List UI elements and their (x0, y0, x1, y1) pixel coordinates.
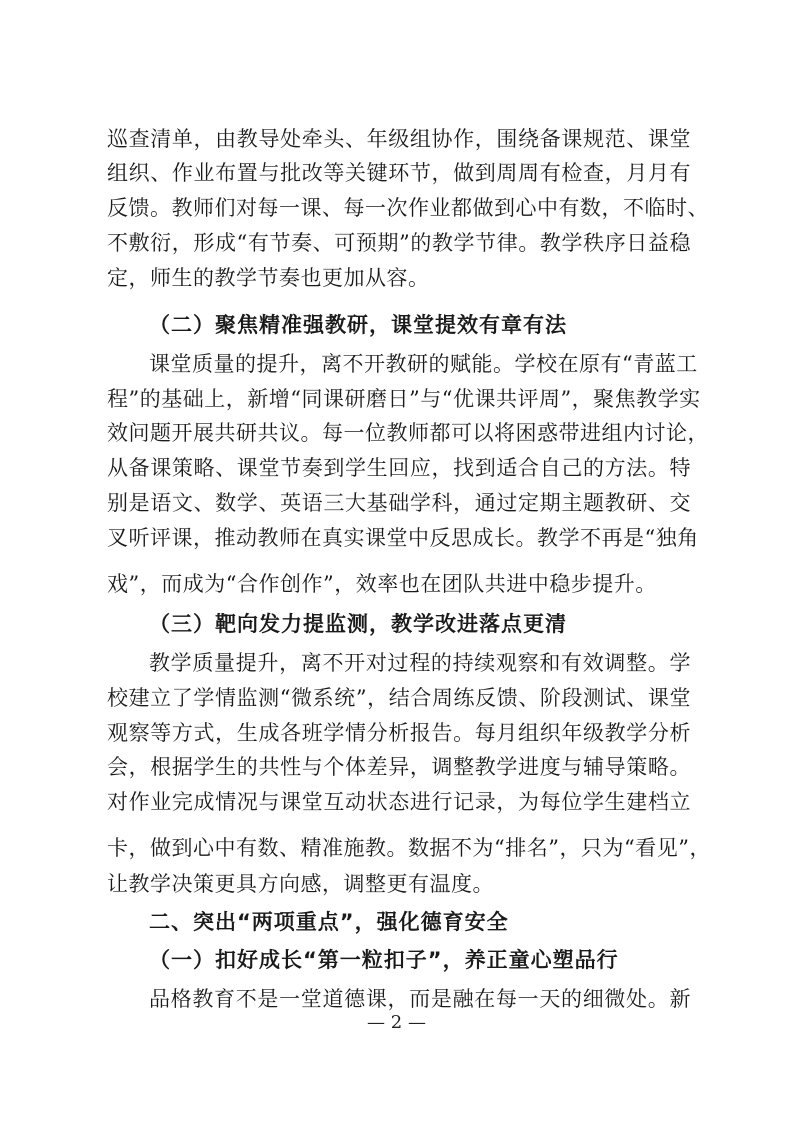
paragraph-line: 效问题开展共研共议。每一位教师都可以将困惑带进组内讨论， (107, 421, 709, 445)
paragraph-line: 别是语文、数学、英语三大基础学科，通过定期主题教研、交 (107, 491, 691, 515)
subheading-1: （一）扣好成长“第一粒扣子”，养正童心塑品行 (149, 948, 619, 972)
subheading-3: （三）靶向发力提监测，教学改进落点更清 (149, 612, 567, 636)
paragraph-line: 课堂质量的提升，离不开教研的赋能。学校在原有“青蓝工 (149, 352, 698, 376)
paragraph-line: 戏”，而成为“合作创作”，效率也在团队共进中稳步提升。 (107, 572, 657, 596)
page-number: — 2 — (367, 1012, 426, 1033)
paragraph-line: 不敷衍，形成“有节奏、可预期”的教学节律。教学秩序日益稳 (107, 231, 691, 255)
paragraph-line: 从备课策略、课堂节奏到学生回应，找到适合自己的方法。特 (107, 456, 691, 480)
paragraph-line: 会，根据学生的共性与个体差异，调整教学进度与辅导策略。 (107, 755, 691, 779)
paragraph-line: 观察等方式，生成各班学情分析报告。每月组织年级教学分析 (107, 721, 691, 745)
paragraph-line: 组织、作业布置与批改等关键环节，做到周周有检查，月月有 (107, 161, 691, 185)
paragraph-line: 卡，做到心中有数、精准施教。数据不为“排名”，只为“看见”， (107, 836, 711, 860)
paragraph-line: 程”的基础上，新增“同课研磨日”与“优课共评周”，聚焦教学实 (107, 387, 701, 411)
paragraph-line: 反馈。教师们对每一课、每一次作业都做到心中有数，不临时、 (107, 196, 709, 220)
paragraph-line: 巡查清单，由教导处牵头、年级组协作，围绕备课规范、课堂 (107, 127, 691, 151)
section-title-2: 二、突出“两项重点”，强化德育安全 (149, 910, 509, 934)
paragraph-line: 对作业完成情况与课堂互动状态进行记录，为每位学生建档立 (107, 790, 691, 814)
subheading-2: （二）聚焦精准强教研，课堂提效有章有法 (149, 313, 567, 337)
paragraph-line: 教学质量提升，离不开对过程的持续观察和有效调整。学 (149, 651, 691, 675)
paragraph-line: 让教学决策更具方向感，调整更有温度。 (107, 872, 494, 896)
paragraph-line: 叉听评课，推动教师在真实课堂中反思成长。教学不再是“独角 (107, 526, 699, 550)
paragraph-line: 品格教育不是一堂道德课，而是融在每一天的细微处。新 (149, 987, 691, 1011)
paragraph-line: 定，师生的教学节奏也更加从容。 (107, 266, 430, 290)
paragraph-line: 校建立了学情监测“微系统”，结合周练反馈、阶段测试、课堂 (107, 686, 691, 710)
